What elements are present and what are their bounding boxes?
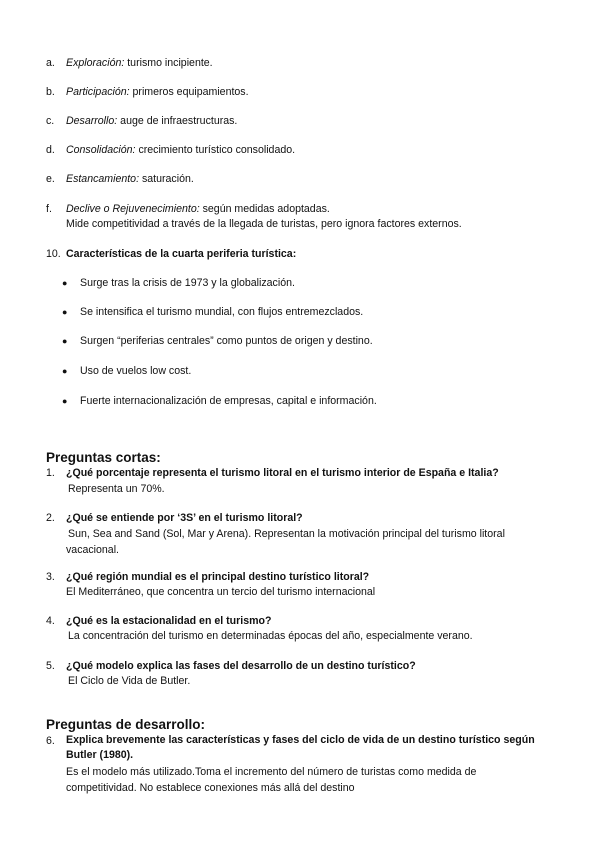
bullet-item: Surgen “periferias centrales” como puntos de origen y destino.	[80, 335, 373, 347]
phase-item	[66, 202, 330, 216]
answer-text: Es el modelo más utilizado.Toma el incremento del número de turistas como medida de competitividad. No establece conexiones más allá del destino	[66, 766, 477, 794]
phase-item	[66, 85, 249, 99]
answer-text: La concentración del turismo en determinadas épocas del año, especialmente verano.	[68, 630, 473, 642]
bullet-dot: ●	[62, 366, 68, 376]
question-marker: 6.	[46, 735, 55, 747]
phase-item	[66, 172, 194, 186]
question-text: ¿Qué modelo explica las fases del desarrollo de un destino turístico?	[66, 660, 416, 672]
section-heading: Preguntas cortas:	[46, 450, 161, 465]
phase-desc: primeros equipamientos.	[129, 86, 249, 98]
question-marker: 1.	[46, 467, 55, 479]
answer-text: El Ciclo de Vida de Butler.	[68, 675, 191, 687]
phase-marker: e.	[46, 173, 55, 185]
bullet-item: Surge tras la crisis de 1973 y la globalización.	[80, 277, 295, 289]
phase-marker: d.	[46, 144, 55, 156]
phase-term: Exploración:	[66, 57, 125, 69]
section-title: Características de la cuarta periferia turística:	[66, 248, 297, 260]
question-text: ¿Qué porcentaje representa el turismo litoral en el turismo interior de España e Italia?	[66, 467, 499, 479]
phase-extra-note: Mide competitividad a través de la llegada de turistas, pero ignora factores externos.	[66, 218, 462, 230]
section-heading: Preguntas de desarrollo:	[46, 717, 206, 732]
question-text: ¿Qué es la estacionalidad en el turismo?	[66, 615, 272, 627]
bullet-dot: ●	[62, 307, 68, 317]
phase-term: Consolidación:	[66, 144, 136, 156]
answer-text: Representa un 70%.	[68, 483, 165, 495]
phase-item	[66, 143, 295, 157]
phase-desc: turismo incipiente.	[124, 57, 213, 69]
phase-term: Declive o Rejuvenecimiento:	[66, 203, 200, 215]
question-marker: 4.	[46, 615, 55, 627]
bullet-dot: ●	[62, 396, 68, 406]
question-text: ¿Qué región mundial es el principal destino turístico litoral?	[66, 571, 370, 583]
phase-marker: b.	[46, 86, 55, 98]
phase-desc: según medidas adoptadas.	[199, 203, 330, 215]
bullet-item: Uso de vuelos low cost.	[80, 365, 192, 377]
question-marker: 5.	[46, 660, 55, 672]
section-marker: 10.	[46, 248, 61, 260]
answer-text: El Mediterráneo, que concentra un tercio del turismo internacional	[66, 586, 376, 598]
phase-desc: saturación.	[139, 173, 194, 185]
question-text: Explica brevemente las características y fases del ciclo de vida de un destino turístico según Butler (1980).	[66, 734, 535, 761]
phase-item	[66, 56, 213, 70]
bullet-dot: ●	[62, 336, 68, 346]
phase-marker: a.	[46, 57, 55, 69]
phase-term: Participación:	[66, 86, 130, 98]
bullet-item: Se intensifica el turismo mundial, con flujos entremezclados.	[80, 306, 364, 318]
question-marker: 3.	[46, 571, 55, 583]
phase-marker: f.	[46, 203, 52, 215]
phase-desc: auge de infraestructuras.	[117, 115, 238, 127]
question-text: ¿Qué se entiende por ‘3S’ en el turismo litoral?	[66, 512, 303, 524]
answer-text: Sun, Sea and Sand (Sol, Mar y Arena). Representan la motivación principal del turismo litoral vacacional.	[66, 528, 505, 556]
bullet-item: Fuerte internacionalización de empresas, capital e información.	[80, 395, 377, 407]
phase-marker: c.	[46, 115, 55, 127]
phase-term: Estancamiento:	[66, 173, 140, 185]
phase-item	[66, 114, 237, 128]
bullet-dot: ●	[62, 278, 68, 288]
question-marker: 2.	[46, 512, 55, 524]
phase-desc: crecimiento turístico consolidado.	[135, 144, 296, 156]
phase-term: Desarrollo:	[66, 115, 118, 127]
